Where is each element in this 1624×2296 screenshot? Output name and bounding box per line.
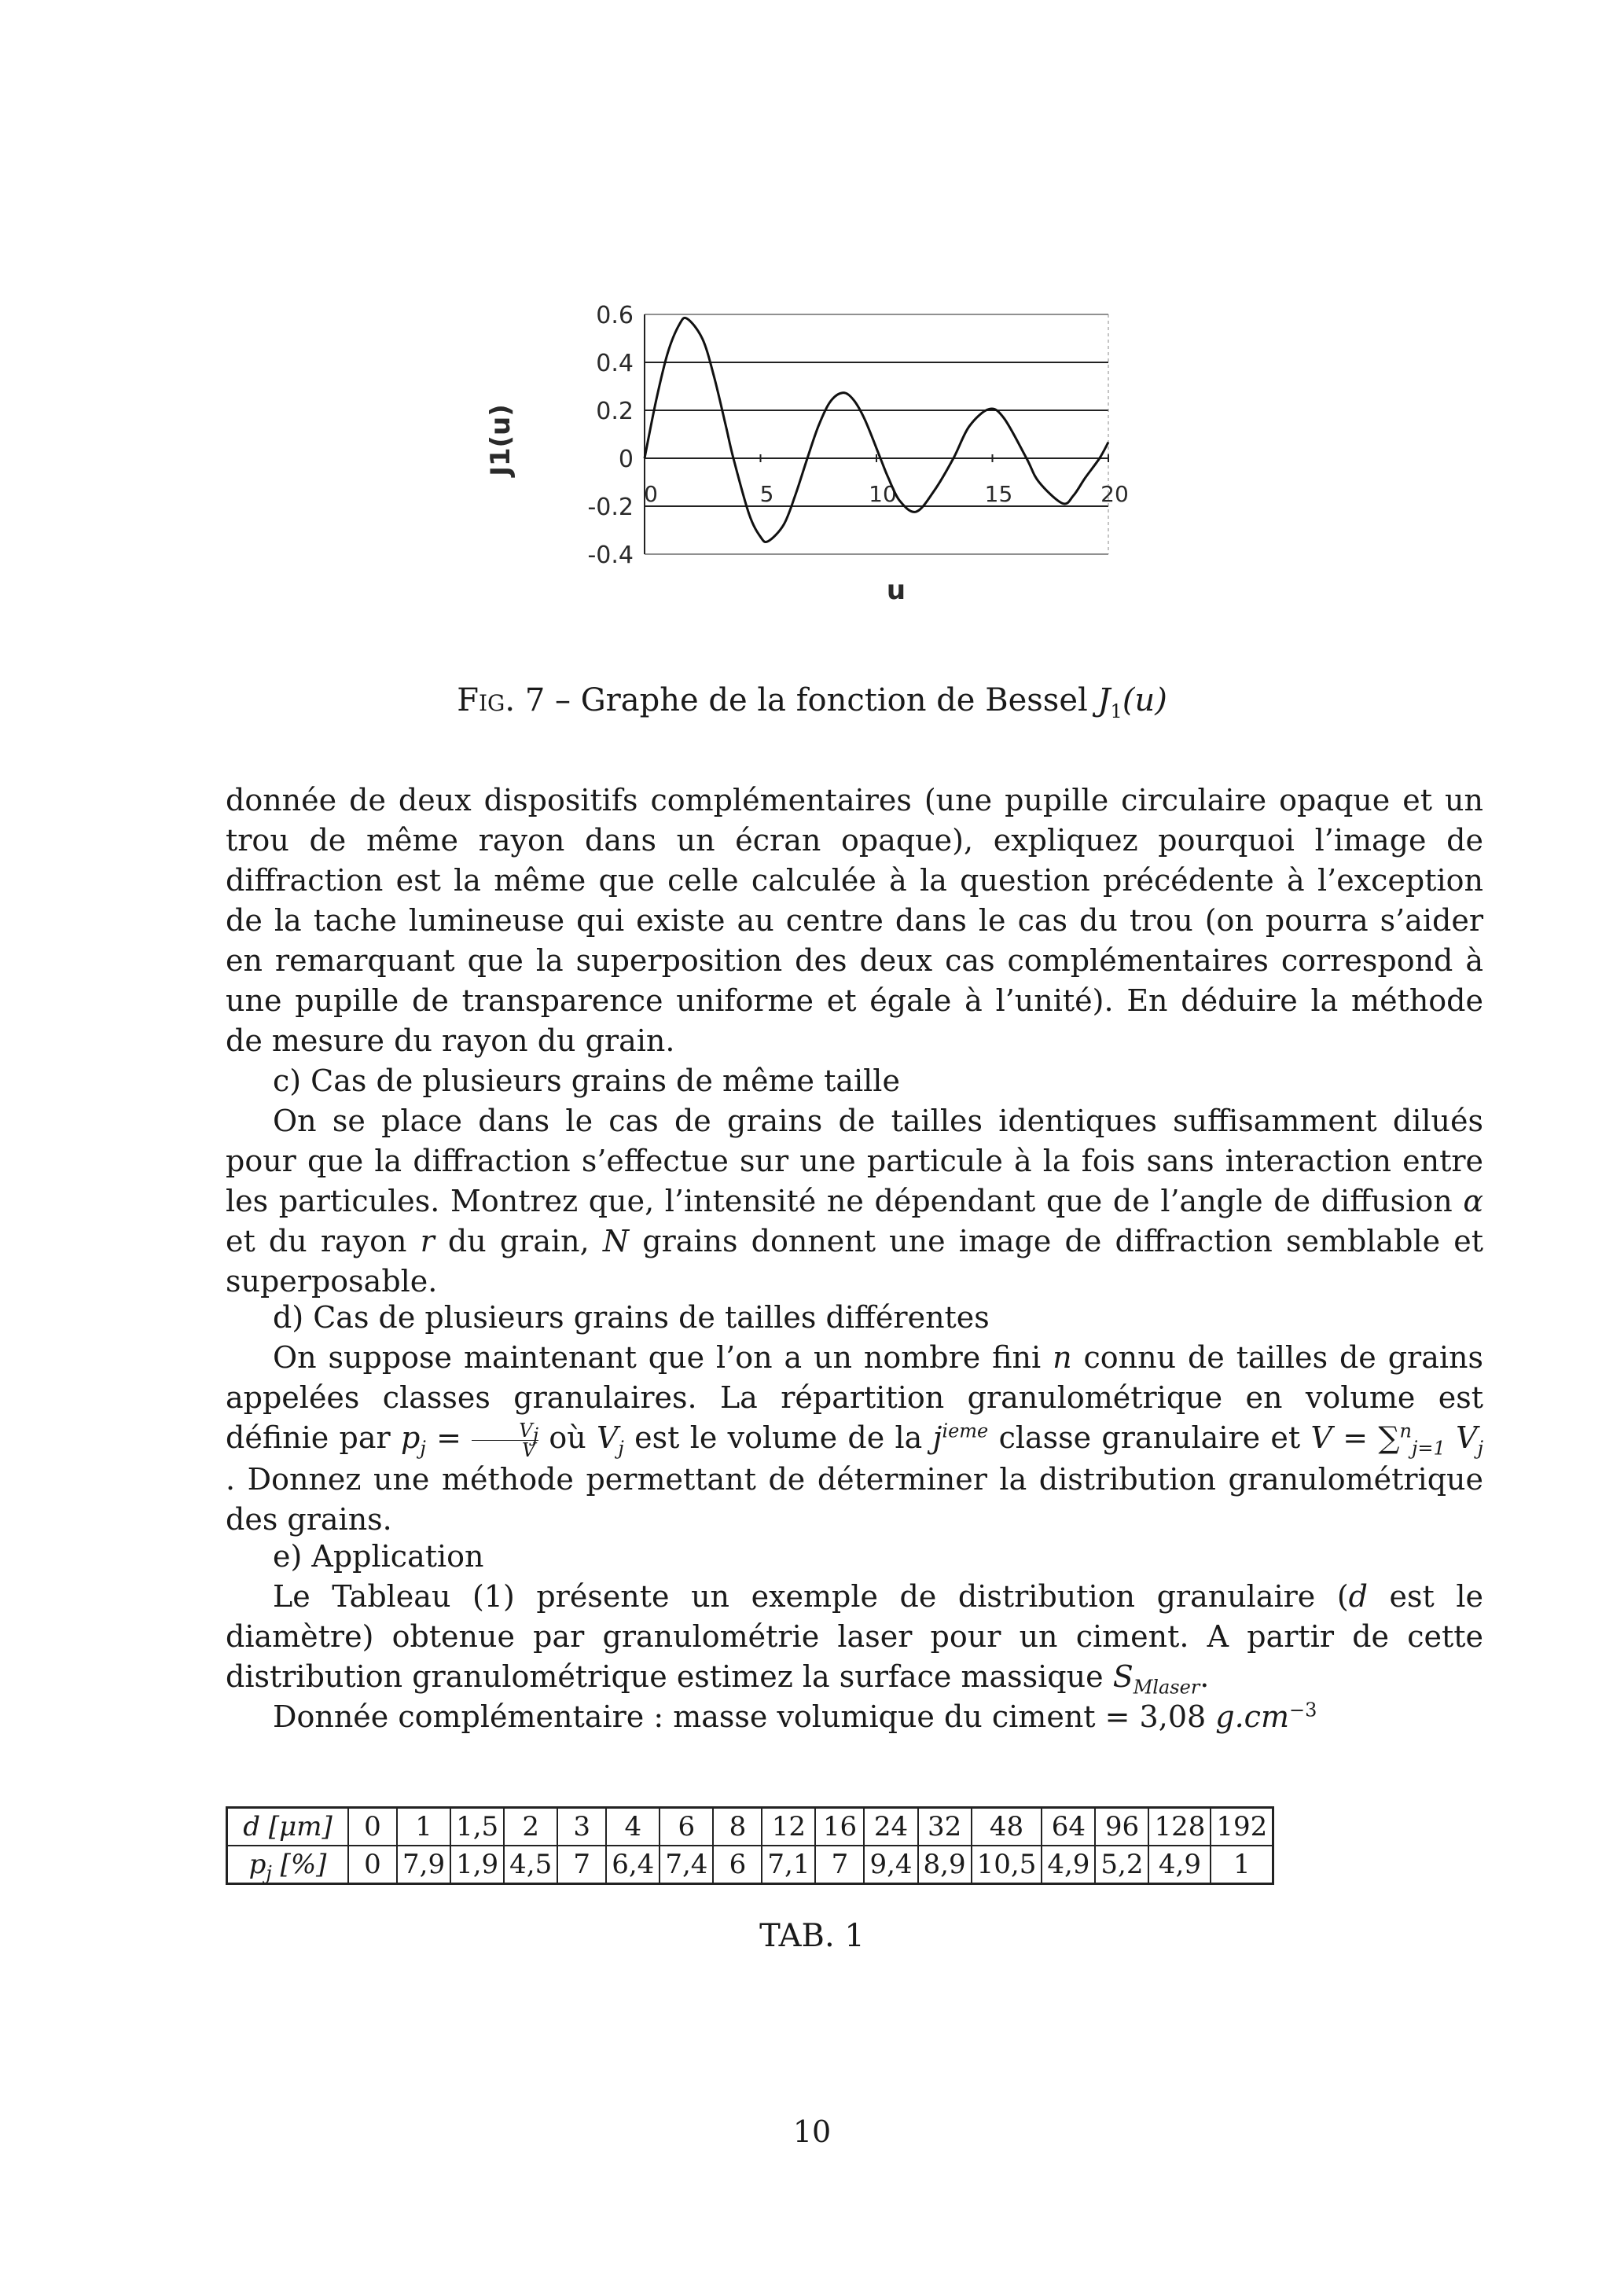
e-d: d: [1348, 1579, 1368, 1614]
d-pj: p: [401, 1420, 421, 1455]
table-cell-d: 24: [864, 1808, 917, 1846]
table-cell-p: 7: [815, 1846, 864, 1884]
e-text-2: est le diamètre) obtenue par granulométrie laser pour un ciment. A partir de cette distribution granulométrique estimez la surface massique: [226, 1579, 1483, 1694]
d-jieme: j: [932, 1420, 942, 1455]
section-e-text: [226, 1577, 1483, 1737]
table-cell-d: 1,5: [450, 1808, 504, 1846]
table-head-d: d [μm]: [227, 1808, 349, 1846]
y-tick-label: 0.2: [596, 398, 634, 425]
table-cell-p: 1,9: [450, 1846, 504, 1884]
table-cell-d: 192: [1211, 1808, 1273, 1846]
e-S: S: [1112, 1659, 1133, 1694]
granulometry-table: [226, 1806, 1274, 1885]
table-cell-p: 0: [348, 1846, 397, 1884]
table-cell-p: 10,5: [972, 1846, 1042, 1884]
table-cell-p: 7: [557, 1846, 606, 1884]
table-cell-p: 6: [713, 1846, 762, 1884]
table-cell-p: 7,4: [660, 1846, 713, 1884]
y-tick-label: 0.6: [596, 302, 634, 329]
table-row-d: [227, 1808, 1273, 1846]
figure-text: Graphe de la fonction de Bessel: [580, 682, 1088, 718]
d-sum-sup: n: [1399, 1420, 1412, 1442]
y-axis-label: J1(u): [485, 404, 516, 476]
table-row-p: [227, 1846, 1273, 1884]
table-head-p-unit: [%]: [280, 1849, 327, 1880]
d-text-4: est le volume de la: [634, 1420, 923, 1455]
d-text-6: . Donnez une méthode permettant de déterminer la distribution granulométrique des grains.: [226, 1462, 1483, 1537]
figure-func-arg: (u): [1122, 682, 1167, 718]
c-N: N: [602, 1224, 630, 1258]
table-cell-p: 1: [1211, 1846, 1273, 1884]
section-c-title: c) Cas de plusieurs grains de même taille: [273, 1064, 900, 1098]
paragraph-intro: donnée de deux dispositifs complémentaires (une pupille circulaire opaque et un trou de même rayon dans un écran opaque), expliquez pourquoi l’image de diffraction est la même que celle calculée à la question précédente à l’exception de la tache lumineuse qui existe au centre dans le cas du trou (on pourra s’aider en remarquant que la superposition des deux cas complémentaires correspond à une pupille de transparence uniforme et égale à l’unité). En déduire la méthode de mesure du rayon du grain.: [226, 783, 1483, 1058]
d-sum-sub: j=1: [1411, 1437, 1446, 1460]
table-cell-d: 0: [348, 1808, 397, 1846]
table-cell-d: 3: [557, 1808, 606, 1846]
x-tick-label: 0: [644, 481, 658, 507]
table-cell-p: 7,9: [397, 1846, 450, 1884]
table-cell-p: 8,9: [918, 1846, 972, 1884]
section-d-title: d) Cas de plusieurs grains de tailles différentes: [273, 1300, 990, 1335]
table-cell-d: 64: [1042, 1808, 1095, 1846]
figure-func-sub: 1: [1110, 700, 1122, 722]
table-head-p-sub: j: [266, 1861, 272, 1884]
d-sum-V: V: [1456, 1420, 1478, 1455]
table-cell-d: 1: [397, 1808, 450, 1846]
table-cell-d: 16: [815, 1808, 864, 1846]
e-unit: g.cm: [1215, 1699, 1289, 1734]
x-tick-label: 10: [869, 481, 897, 507]
table-cell-d: 8: [713, 1808, 762, 1846]
c-alpha: α: [1463, 1184, 1483, 1218]
e-text-3: .: [1200, 1659, 1210, 1694]
table-cell-p: 4,9: [1042, 1846, 1095, 1884]
table-cell-p: 5,2: [1095, 1846, 1148, 1884]
c-text-1: On se place dans le cas de grains de tailles identiques suffisamment dilués pour que la diffraction s’effectue sur une particule à la fois sans interaction entre les particules. Montrez que, l’intensité ne dépendant que de l’angle de diffusion: [226, 1104, 1483, 1218]
table-cell-p: 9,4: [864, 1846, 917, 1884]
bessel-curve: [645, 318, 1108, 542]
bessel-chart: [472, 275, 1242, 621]
y-tick-label: -0.2: [587, 494, 634, 521]
table-cell-p: 4,9: [1148, 1846, 1211, 1884]
figure-label: Fig.: [457, 682, 516, 718]
table-cell-p: 6,4: [606, 1846, 660, 1884]
d-Vj-sub: j: [618, 1437, 624, 1460]
c-text-3: du grain,: [447, 1224, 590, 1258]
table-cell-d: 32: [918, 1808, 972, 1846]
d-frac-num-sub: j: [532, 1424, 539, 1446]
d-text-2: connu de tailles de grains appelées classes granulaires. La répartition granulométrique en volume est définie par: [226, 1340, 1483, 1455]
e-text-1: Le Tableau (1) présente un exemple de distribution granulaire (: [273, 1579, 1349, 1614]
table-cell-d: 6: [660, 1808, 713, 1846]
d-text-3: où: [549, 1420, 586, 1455]
d-pj-sub: j: [420, 1437, 426, 1460]
c-text-4: grains donnent une image de diffraction semblable et superposable.: [226, 1224, 1483, 1299]
chart-grid: [645, 314, 1108, 554]
c-text-2: et du rayon: [226, 1224, 407, 1258]
d-jieme-sup: ieme: [942, 1420, 989, 1442]
table-cell-d: 96: [1095, 1808, 1148, 1846]
table-head-p: [227, 1846, 349, 1884]
d-frac-den: V: [521, 1439, 536, 1461]
section-e-title: e) Application: [273, 1539, 484, 1574]
x-axis-label: u: [886, 575, 906, 606]
table-cell-d: 48: [972, 1808, 1042, 1846]
d-eq-2: =: [1343, 1420, 1369, 1455]
table-cell-p: 4,5: [504, 1846, 557, 1884]
e-S-sub: Mlaser: [1133, 1676, 1200, 1699]
table-head-p-sym: p: [248, 1849, 266, 1880]
d-sum: ∑: [1378, 1420, 1400, 1455]
table-cell-d: 12: [762, 1808, 815, 1846]
table-cell-d: 4: [606, 1808, 660, 1846]
d-sum-V-sub: j: [1477, 1437, 1484, 1460]
d-text-1: On suppose maintenant que l’on a un nombre fini: [273, 1340, 1042, 1375]
table-cell-d: 2: [504, 1808, 557, 1846]
d-frac-num: V: [519, 1420, 533, 1442]
page-number: 10: [792, 2114, 832, 2149]
d-Vj: V: [596, 1420, 619, 1455]
d-fraction: [472, 1421, 538, 1460]
d-text-5: classe granulaire et: [998, 1420, 1301, 1455]
figure-func: J: [1097, 682, 1111, 718]
y-tick-label: -0.4: [587, 542, 634, 569]
d-V: V: [1310, 1420, 1332, 1455]
figure-caption: [0, 682, 1624, 722]
table-cell-p: 7,1: [762, 1846, 815, 1884]
x-tick-label: 20: [1100, 481, 1129, 507]
d-n: n: [1053, 1340, 1072, 1375]
e-unit-sup: −3: [1289, 1699, 1317, 1721]
d-eq: =: [436, 1420, 461, 1455]
y-tick-label: 0.4: [596, 350, 634, 377]
e-text-4: Donnée complémentaire : masse volumique du ciment = 3,08: [273, 1699, 1207, 1734]
x-tick-label: 15: [984, 481, 1013, 507]
c-r: r: [420, 1224, 435, 1258]
y-tick-label: 0: [618, 446, 634, 473]
section-c-text: [226, 1101, 1483, 1302]
y-tick-labels: [587, 302, 634, 569]
x-tick-label: 5: [759, 481, 774, 507]
section-d-text: [226, 1338, 1483, 1540]
table-cell-d: 128: [1148, 1808, 1211, 1846]
figure-number: 7 –: [524, 682, 571, 718]
table-caption: TAB. 1: [759, 1918, 865, 1954]
